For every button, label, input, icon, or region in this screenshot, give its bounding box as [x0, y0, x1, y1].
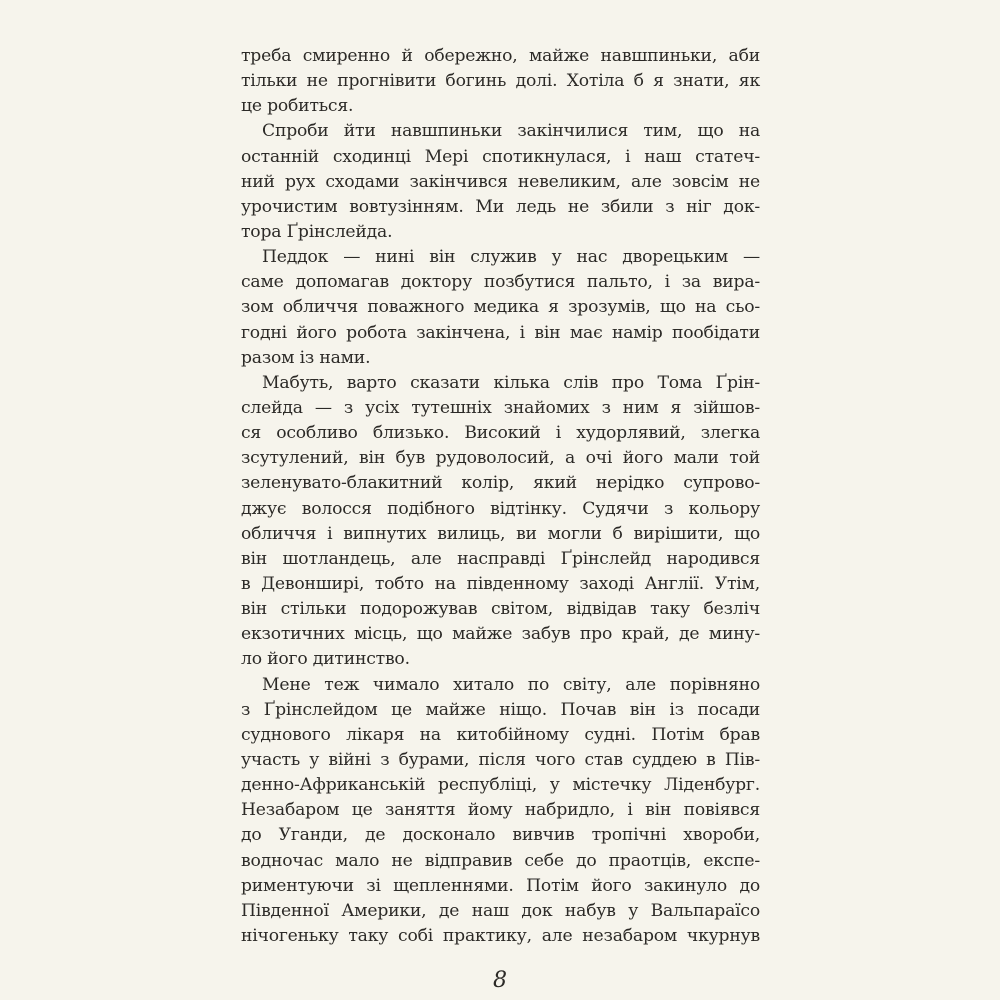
- text-line: екзотичних місць, що майже забув про край, де мину-: [241, 624, 760, 645]
- text-line: Мене теж чимало хитало по світу, але порівняно: [262, 674, 760, 695]
- text-line: урочистим вовтузінням. Ми ледь не збили з ніг док-: [241, 196, 760, 217]
- paragraph: [241, 44, 760, 119]
- text-line: ло його дитинство.: [241, 649, 410, 670]
- page-number: 8: [493, 968, 507, 993]
- paragraph: [241, 371, 760, 673]
- text-line: нічогеньку таку собі практику, але незабаром чкурнув: [241, 925, 760, 946]
- text-line: денно-Африканській республіці, у містечку Ліденбург.: [241, 775, 760, 796]
- text-line: зеленувато-блакитний колір, який нерідко супрово-: [241, 473, 760, 494]
- text-line: риментуючи зі щепленнями. Потім його закинуло до: [241, 875, 760, 896]
- text-line: Незабаром це заняття йому набридло, і він повіявся: [241, 800, 760, 821]
- text-line: Мабуть, варто сказати кілька слів про Тома Ґрін-: [262, 372, 760, 393]
- text-line: він шотландець, але насправді Ґрінслейд народився: [241, 548, 760, 569]
- text-line: саме допомагав доктору позбутися пальто, і за вира-: [241, 272, 760, 293]
- paragraph: [241, 673, 760, 950]
- text-line: зом обличчя поважного медика я зрозумів, що на сьо-: [241, 297, 760, 318]
- text-line: з Ґрінслейдом це майже ніщо. Почав він із посади: [241, 699, 760, 720]
- paragraph: [241, 119, 760, 245]
- text-line: ся особливо близько. Високий і худорлявий, злегка: [241, 423, 760, 444]
- text-line: суднового лікаря на китобійному судні. Потім брав: [241, 724, 760, 745]
- text-line: в Девонширі, тобто на південному заході Англії. Утім,: [241, 573, 760, 594]
- text-line: до Уганди, де досконало вивчив тропічні хвороби,: [241, 825, 760, 846]
- text-line: слейда — з усіх тутешніх знайомих з ним я зійшов-: [241, 397, 760, 418]
- text-line: тора Ґрінслейда.: [241, 221, 393, 242]
- text-line: джує волосся подібного відтінку. Судячи з кольору: [241, 498, 760, 519]
- text-line: ний рух сходами закінчився невеликим, але зовсім не: [241, 171, 760, 192]
- paragraph: [241, 245, 760, 371]
- text-line: останній сходинці Мері спотикнулася, і наш статеч-: [241, 146, 760, 167]
- text-line: він стільки подорожував світом, відвідав таку безліч: [241, 599, 760, 620]
- text-line: водночас мало не відправив себе до праотців, експе-: [241, 850, 760, 871]
- text-line: Південної Америки, де наш док набув у Вальпараїсо: [241, 900, 760, 921]
- text-line: треба смиренно й обережно, майже навшпиньки, аби: [241, 46, 760, 66]
- text-line: Педдок — нині він служив у нас дворецьким —: [262, 247, 760, 268]
- book-page-text: [241, 44, 760, 949]
- text-line: годні його робота закінчена, і він має намір пообідати: [241, 322, 760, 343]
- text-line: разом із нами.: [241, 347, 371, 368]
- text-line: це робиться.: [241, 96, 354, 117]
- text-line: участь у війні з бурами, після чого став суддею в Пів-: [241, 749, 760, 770]
- text-line: зсутулений, він був рудоволосий, а очі його мали той: [241, 448, 760, 469]
- text-line: Спроби йти навшпиньки закінчилися тим, що на: [262, 121, 760, 142]
- text-line: тільки не прогнівити богинь долі. Хотіла б я знати, як: [241, 71, 760, 92]
- text-line: обличчя і випнутих вилиць, ви могли б вирішити, що: [241, 523, 760, 544]
